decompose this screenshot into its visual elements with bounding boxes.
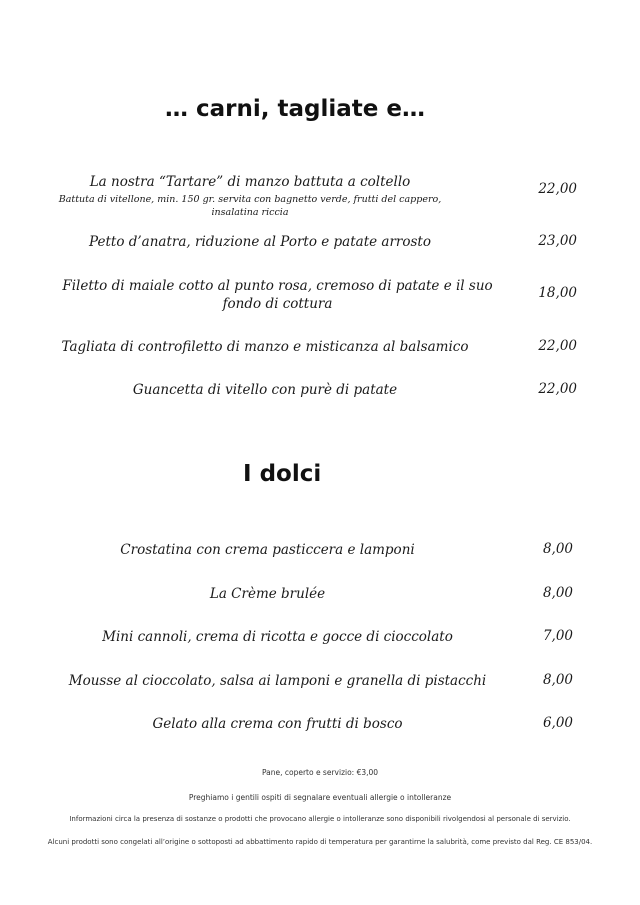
dish-name: Tagliata di controfiletto di manzo e misticanza al balsamico [61,339,469,355]
dish-name: Gelato alla crema con frutti di bosco [152,716,403,732]
dish-price: 8,00 [542,585,573,601]
allergy-request-note: Preghiamo i gentili ospiti di segnalare eventuali allergie o intolleranze [188,793,452,802]
menu-item-guancetta [40,381,490,399]
dish-price: 8,00 [542,541,573,557]
menu-item-filetto-maiale [50,277,505,313]
dish-name: Guancetta di vitello con purè di patate [132,382,398,398]
frozen-products-note: Alcuni prodotti sono congelati all’origine o sottoposti ad abbattimento rapido di temperatura per garantirne la salubrità, come previsto dal Reg. CE 853/04. [47,838,593,846]
dish-price: 22,00 [538,181,577,197]
dish-name: Mousse al cioccolato, salsa ai lamponi e granella di pistacchi [68,673,487,689]
dish-name: La Crème brulée [209,586,326,602]
dish-description: Battuta di vitellone, min. 150 gr. servita con bagnetto verde, frutti del cappero, insalatina riccia [58,194,442,218]
dish-price: 8,00 [542,672,573,688]
menu-item-creme-brulee [40,585,495,603]
menu-item-mousse [40,672,515,690]
dish-name: La nostra “Tartare” di manzo battuta a coltello [89,174,411,190]
dish-name: Mini cannoli, crema di ricotta e gocce di cioccolato [102,629,453,645]
dish-price: 22,00 [538,381,577,397]
dish-price: 18,00 [538,285,577,301]
dish-name: Petto d’anatra, riduzione al Porto e patate arrosto [89,234,431,250]
allergy-info-note: Informazioni circa la presenza di sostanze o prodotti che provocano allergie o intolleranze sono disponibili rivolgendosi al personale di servizio. [69,815,571,823]
dish-name: Crostatina con crema pasticcera e lamponi [120,542,415,558]
dish-price: 7,00 [542,628,573,644]
menu-item-tagliata [40,338,490,356]
dish-price: 22,00 [538,338,577,354]
dessert-section-title: I dolci [243,461,322,487]
dish-name: Filetto di maiale cotto al punto rosa, cremoso di patate e il suo fondo di cottura [62,278,493,312]
cover-charge-note: Pane, coperto e servizio: €3,00 [261,768,379,777]
menu-item-tartare [40,173,460,219]
menu-item-petto-anatra [40,233,480,251]
dish-price: 6,00 [542,715,573,731]
menu-item-crostatina [40,541,495,559]
menu-item-gelato [40,715,515,733]
menu-item-mini-cannoli [40,628,515,646]
dish-price: 23,00 [538,233,577,249]
meat-section-title: … carni, tagliate e… [165,96,425,122]
